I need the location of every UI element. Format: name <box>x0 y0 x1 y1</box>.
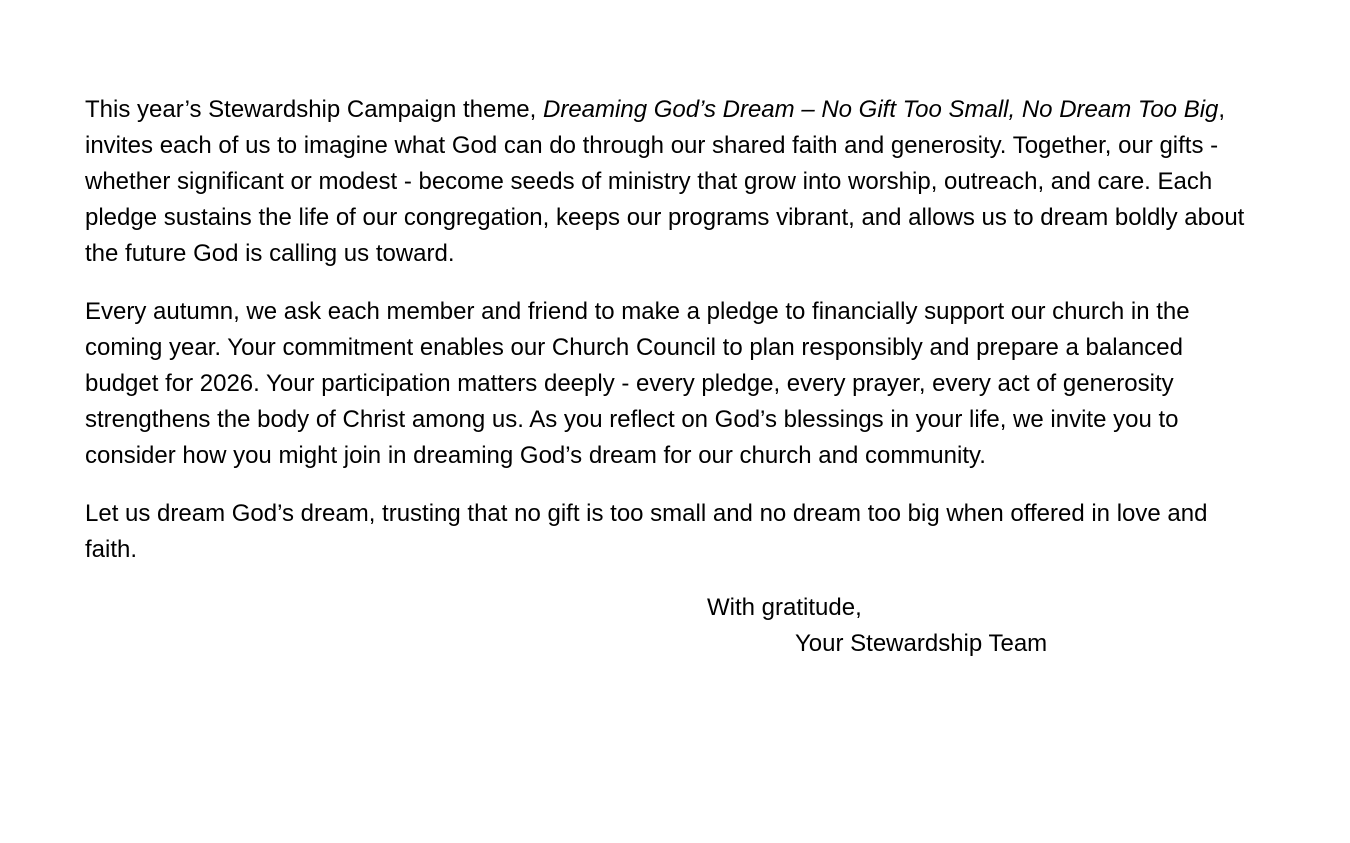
paragraph-pledge-request: Every autumn, we ask each member and friend to make a pledge to financially support our church in the coming year. Your commitment enables our Church Council to plan responsibly and prepare a balanced budget for 2026. Your participation matters deeply - every pledge, every prayer, every act of generosity strengthens the body of Christ among us. As you reflect on God’s blessings in your life, we invite you to consider how you might join in dreaming God’s dream for our church and community. <box>85 298 1190 469</box>
paragraph-closing-thought: Let us dream God’s dream, trusting that no gift is too small and no dream too big when offered in love and faith. <box>85 500 1208 563</box>
campaign-theme-title: Dreaming God’s Dream – No Gift Too Small, No Dream Too Big <box>543 96 1219 123</box>
closing-signature: Your Stewardship Team <box>795 630 1048 657</box>
paragraph-theme-intro <box>85 92 1257 272</box>
closing-salutation: With gratitude, <box>707 594 862 621</box>
theme-intro-text-after: , invites each of us to imagine what God can do through our shared faith and generosity. Together, our gifts - whether significant or modest - become seeds of ministry that grow into worship, outreach, and care. Each pledge sustains the life of our congregation, keeps our programs vibrant, and allows us to dream boldly about the future God is calling us toward. <box>85 96 1245 267</box>
theme-intro-text-before: This year’s Stewardship Campaign theme, <box>85 96 543 123</box>
letter-body <box>85 92 1257 662</box>
